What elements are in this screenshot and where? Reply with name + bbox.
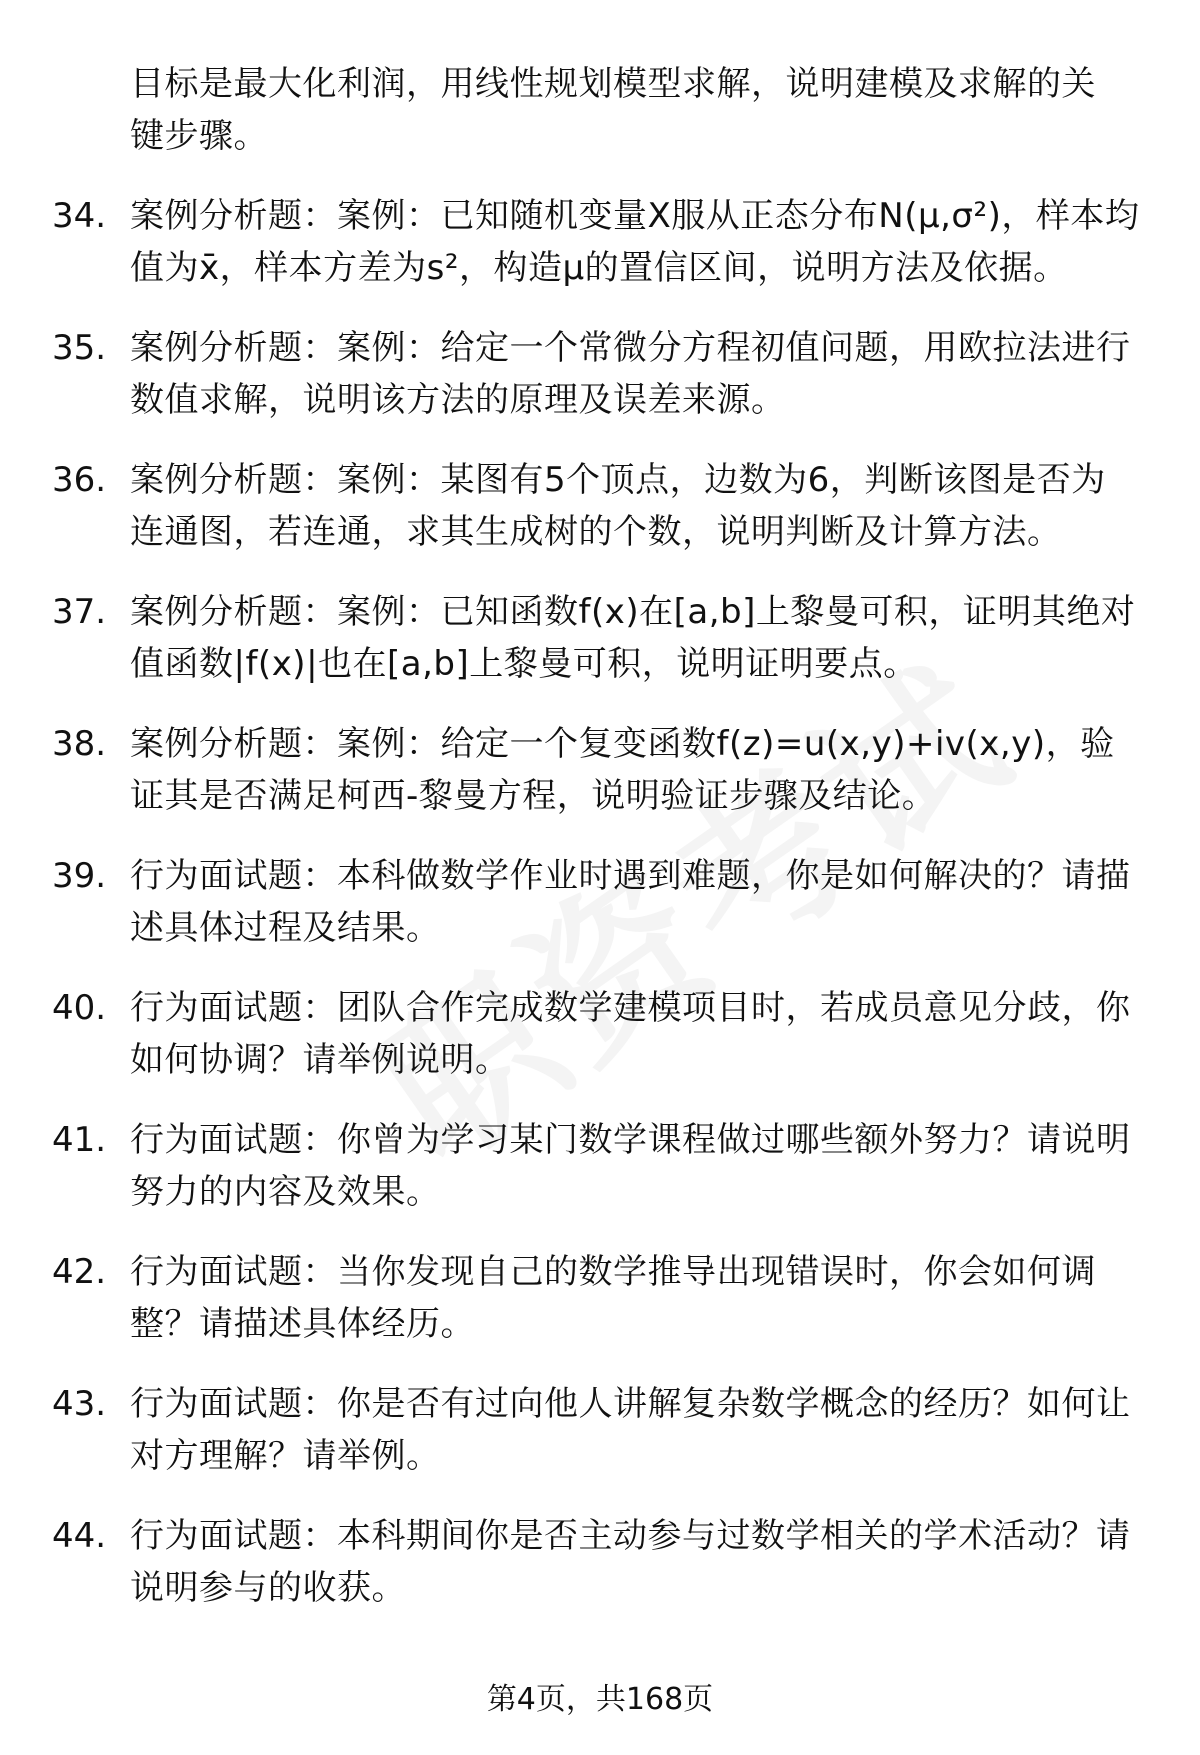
question-text: 行为面试题：你曾为学习某门数学课程做过哪些额外努力？请说明努力的内容及效果。 [130, 1120, 1131, 1212]
question-text: 案例分析题：案例：已知函数f(x)在[a,b]上黎曼可积，证明其绝对值函数|f(x)|也在[a,b]上黎曼可积，说明证明要点。 [130, 592, 1136, 684]
question-text: 行为面试题：你是否有过向他人讲解复杂数学概念的经历？如何让对方理解？请举例。 [130, 1384, 1131, 1476]
continued-line-1: 目标是最大化利润，用线性规划模型求解，说明建模及求解的关 [130, 64, 1096, 104]
question-item [0, 1510, 1200, 1642]
question-item [0, 1114, 1200, 1246]
question-text: 行为面试题：团队合作完成数学建模项目时，若成员意见分歧，你如何协调？请举例说明。 [130, 988, 1131, 1080]
question-text: 行为面试题：本科期间你是否主动参与过数学相关的学术活动？请说明参与的收获。 [130, 1516, 1131, 1608]
continued-question-text [130, 58, 1140, 162]
question-number: 41. [52, 1120, 107, 1160]
question-number: 34. [52, 196, 107, 236]
question-item [0, 982, 1200, 1114]
question-item [0, 454, 1200, 586]
question-item [0, 850, 1200, 982]
question-number: 43. [52, 1384, 107, 1424]
question-text: 行为面试题：本科做数学作业时遇到难题，你是如何解决的？请描述具体过程及结果。 [130, 856, 1131, 948]
question-item [0, 190, 1200, 322]
question-number: 40. [52, 988, 107, 1028]
continued-line-2: 键步骤。 [130, 116, 268, 156]
question-item [0, 1246, 1200, 1378]
question-number: 35. [52, 328, 107, 368]
question-item [0, 586, 1200, 718]
question-text: 案例分析题：案例：已知随机变量X服从正态分布N(μ,σ²)，样本均值为x̄，样本方差为s²，构造μ的置信区间，说明方法及依据。 [130, 196, 1140, 288]
question-item [0, 1378, 1200, 1510]
question-number: 36. [52, 460, 107, 500]
question-text: 行为面试题：当你发现自己的数学推导出现错误时，你会如何调整？请描述具体经历。 [130, 1252, 1096, 1344]
question-text: 案例分析题：案例：某图有5个顶点，边数为6，判断该图是否为连通图，若连通，求其生成树的个数，说明判断及计算方法。 [130, 460, 1106, 552]
question-item [0, 322, 1200, 454]
question-list [0, 190, 1200, 1642]
question-item [0, 718, 1200, 850]
question-text: 案例分析题：案例：给定一个复变函数f(z)=u(x,y)+iv(x,y)，验证其是否满足柯西-黎曼方程，说明验证步骤及结论。 [130, 724, 1115, 816]
question-number: 39. [52, 856, 107, 896]
page-footer: 第4页，共168页 [486, 1682, 714, 1717]
question-number: 44. [52, 1516, 107, 1556]
question-text: 案例分析题：案例：给定一个常微分方程初值问题，用欧拉法进行数值求解，说明该方法的原理及误差来源。 [130, 328, 1131, 420]
question-number: 37. [52, 592, 107, 632]
question-number: 38. [52, 724, 107, 764]
question-number: 42. [52, 1252, 107, 1292]
